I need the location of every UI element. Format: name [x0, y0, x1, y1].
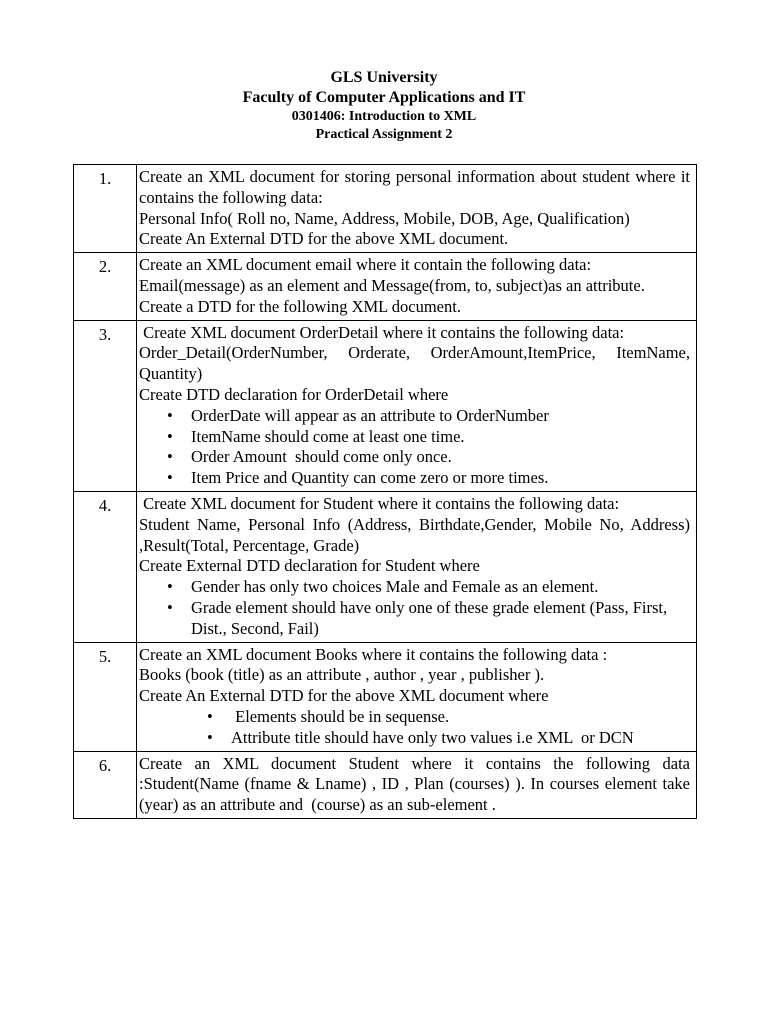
question-number: 5.: [74, 642, 137, 751]
list-item: • Grade element should have only one of these grade element (Pass, First, Dist., Second, Fail): [139, 598, 690, 640]
list-item: • Gender has only two choices Male and Female as an element.: [139, 577, 690, 598]
question-text: [137, 253, 697, 320]
question-text: [137, 642, 697, 751]
question-text: [137, 491, 697, 642]
question-line: Create an XML document Student where it contains the following data :Student(Name (fname & Lname) , ID , Plan (courses) ). In courses element take (year) as an attribute and (course) as an sub-element .: [139, 753, 695, 815]
list-item: • Item Price and Quantity can come zero or more times.: [139, 468, 690, 489]
requirement-list: [139, 707, 690, 749]
university-name: GLS University: [330, 69, 438, 86]
question-text: [137, 751, 697, 818]
question-text: [137, 320, 697, 491]
question-line: Email(message) as an element and Message(from, to, subject)as an attribute.: [139, 275, 645, 295]
question-line: Create a DTD for the following XML document.: [139, 296, 461, 316]
table-row: [74, 751, 697, 818]
question-line: Create External DTD declaration for Student where: [139, 556, 480, 576]
question-line: Create An External DTD for the above XML document where: [139, 686, 549, 706]
table-row: [74, 320, 697, 491]
question-line: Personal Info( Roll no, Name, Address, Mobile, DOB, Age, Qualification): [139, 208, 630, 228]
list-item: • Elements should be in sequense.: [139, 707, 690, 728]
question-line: Create An External DTD for the above XML document.: [139, 229, 509, 249]
table-row: [74, 491, 697, 642]
question-text: [137, 165, 697, 253]
question-line: Create XML document for Student where it contains the following data:: [139, 493, 620, 513]
question-number: 3.: [74, 320, 137, 491]
table-row: [74, 642, 697, 751]
question-line: Create an XML document email where it contain the following data:: [139, 255, 592, 275]
requirement-list: [139, 577, 690, 639]
list-item: • ItemName should come at least one time.: [139, 427, 690, 448]
question-number: 1.: [74, 165, 137, 253]
faculty-name: Faculty of Computer Applications and IT: [242, 89, 526, 106]
question-line: Create an XML document for storing personal information about student where it contains the following data:: [139, 167, 690, 207]
question-number: 2.: [74, 253, 137, 320]
document-header: [0, 68, 768, 143]
question-line: Create an XML document Books where it contains the following data :: [139, 644, 608, 664]
assignment-title: Practical Assignment 2: [315, 126, 453, 142]
question-line: Create XML document OrderDetail where it contains the following data:: [139, 322, 625, 342]
list-item: • Attribute title should have only two values i.e XML or DCN: [139, 728, 690, 749]
question-line: Create DTD declaration for OrderDetail where: [139, 384, 449, 404]
question-number: 4.: [74, 491, 137, 642]
list-item: • OrderDate will appear as an attribute to OrderNumber: [139, 406, 690, 427]
list-item: • Order Amount should come only once.: [139, 447, 690, 468]
question-line: Order_Detail(OrderNumber, Orderate, OrderAmount,ItemPrice, ItemName, Quantity): [139, 343, 690, 384]
question-line: Books (book (title) as an attribute , author , year , publisher ).: [139, 665, 545, 685]
question-number: 6.: [74, 751, 137, 818]
table-row: [74, 253, 697, 320]
requirement-list: [139, 406, 690, 489]
table-row: [74, 165, 697, 253]
question-line: Student Name, Personal Info (Address, Birthdate,Gender, Mobile No, Address) ,Result(Total, Percentage, Grade): [139, 514, 690, 555]
assignment-table: [73, 164, 697, 819]
course-title: 0301406: Introduction to XML: [291, 109, 477, 124]
